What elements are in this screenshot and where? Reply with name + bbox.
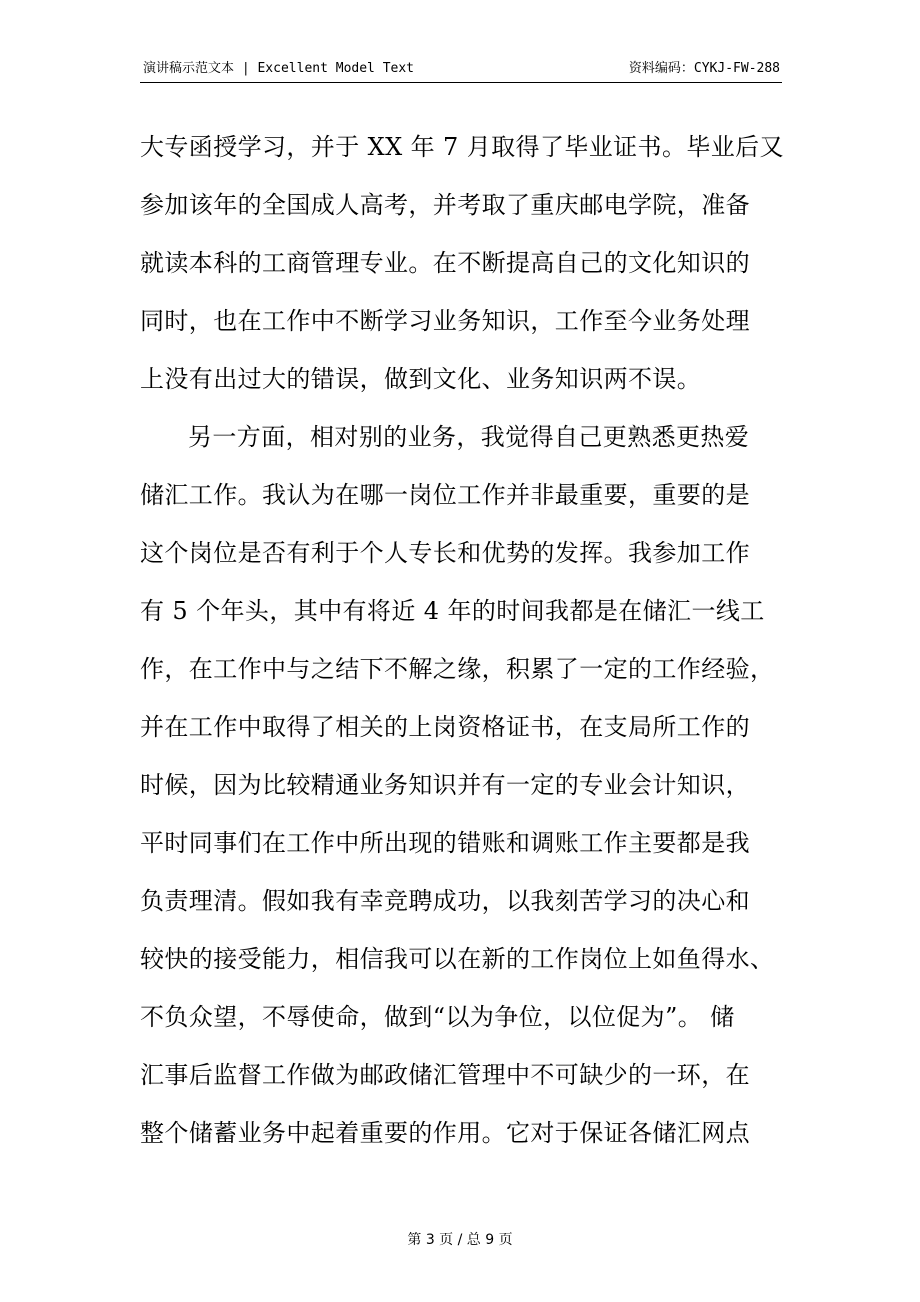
text-line: 整个储蓄业务中起着重要的作用。它对于保证各储汇网点 [140,1119,750,1147]
text-line: 汇事后监督工作做为邮政储汇管理中不可缺少的一环，在 [140,1061,750,1089]
text-line: 作，在工作中与之结下不解之缘，积累了一定的工作经验， [140,655,775,683]
text-line: 有 5 个年头，其中有将近 4 年的时间我都是在储汇一线工 [140,597,765,625]
text-line: 并在工作中取得了相关的上岗资格证书，在支局所工作的 [140,713,750,741]
text-line: 上没有出过大的错误，做到文化、业务知识两不误。 [140,365,702,393]
document-code: 资料编码：CYKJ-FW-288 [628,61,780,76]
text-line: 同时，也在工作中不断学习业务知识，工作至今业务处理 [140,307,750,335]
text-line: 时候，因为比较精通业务知识并有一定的专业会计知识， [140,771,750,799]
text-line: 参加该年的全国成人高考，并考取了重庆邮电学院，准备 [140,191,750,219]
paragraph-start-line: 另一方面，相对别的业务，我觉得自己更熟悉更热爱 [188,423,750,451]
text-line: 负责理清。假如我有幸竞聘成功，以我刻苦学习的决心和 [140,887,750,915]
page-header [140,58,782,83]
page-number: 第 3 页 / 总 9 页 [407,1232,513,1248]
text-line: 这个岗位是否有利于个人专长和优势的发挥。我参加工作 [140,539,750,567]
header-title: 演讲稿示范文本 | Excellent Model Text [143,61,415,76]
text-line: 储汇工作。我认为在哪一岗位工作并非最重要，重要的是 [140,481,750,509]
text-line: 大专函授学习，并于 XX 年 7 月取得了毕业证书。毕业后又 [140,133,784,161]
text-line: 平时同事们在工作中所出现的错账和调账工作主要都是我 [140,829,750,857]
text-line: 较快的接受能力，相信我可以在新的工作岗位上如鱼得水、 [140,945,775,973]
text-line: 不负众望，不辱使命，做到“以为争位，以位促为”。 储 [140,1003,735,1031]
text-line: 就读本科的工商管理专业。在不断提高自己的文化知识的 [140,249,750,277]
document-body [140,118,784,1162]
